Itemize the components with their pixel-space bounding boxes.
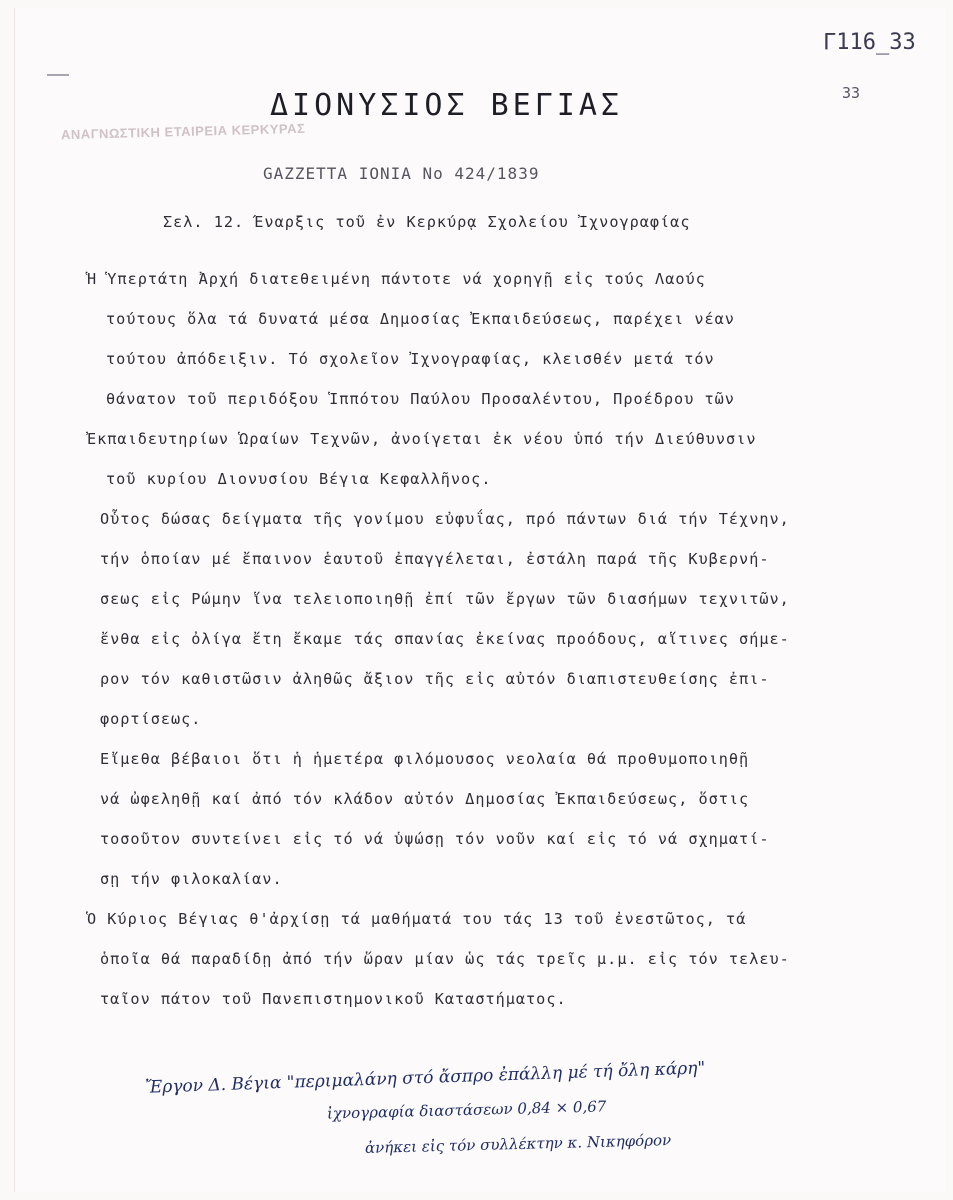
handwritten-line: ἀνήκει εἰς τόν συλλέκτην κ. Νικηφόρον [364, 1130, 672, 1158]
page-number: 33 [842, 84, 861, 102]
body-line: Οὗτος δώσας δείγματα τῆς γονίμου εὐφυΐας, πρό πάντων διά τήν Τέχνην, [100, 510, 790, 528]
body-line: τήν ὁποίαν μέ ἔπαινον ἑαυτοῦ ἐπαγγέλεται, ἐστάλη παρά τῆς Κυβερνή- [100, 550, 770, 568]
body-line: ταῖον πάτον τοῦ Πανεπιστημονικοῦ Καταστήματος. [100, 990, 567, 1008]
archive-reference-id: Γ116_33 [823, 30, 916, 55]
body-line: Εἴμεθα βέβαιοι ὅτι ἡ ἡμετέρα φιλόμουσος νεολαία θά προθυμοποιηθῇ [100, 750, 750, 768]
body-line: ὁποῖα θά παραδίδῃ ἀπό τήν ὥραν μίαν ὡς τάς τρεῖς μ.μ. εἰς τόν τελευ- [100, 950, 790, 968]
body-line: φορτίσεως. [100, 710, 202, 728]
body-line: νά ὠφεληθῇ καί ἀπό τόν κλάδον αὐτόν Δημοσίας Ἐκπαιδεύσεως, ὅστις [100, 790, 750, 808]
body-line: ρον τόν καθιστῶσιν ἀληθῶς ἄξιον τῆς εἰς αὐτόν διαπιστευθείσης ἐπι- [100, 670, 770, 688]
body-line: σῃ τήν φιλοκαλίαν. [100, 870, 283, 888]
body-line: σεως εἰς Ρώμην ἵνα τελειοποιηθῇ ἐπί τῶν ἔργων τῶν διασήμων τεχνιτῶν, [100, 590, 790, 608]
margin-dash-mark [47, 74, 69, 76]
source-citation: GAZZETTA IONIA No 424/1839 [263, 164, 540, 183]
body-line: ἔνθα εἰς ὀλίγα ἔτη ἔκαμε τάς σπανίας ἐκείνας προόδους, αἵτινες σήμε- [100, 630, 790, 648]
article-subheading: Σελ. 12. Έναρξις τοῦ ἐν Κερκύρᾳ Σχολείου Ἰχνογραφίας [163, 213, 691, 231]
body-line: Ἡ Ὑπερτάτη Ἀρχή διατεθειμένη πάντοτε νά χορηγῇ εἰς τούς Λαούς [87, 270, 706, 288]
faded-stamp: ΑΝΑΓΝΩΣΤΙΚΗ ΕΤΑΙΡΕΙΑ ΚΕΡΚΥΡΑΣ [60, 120, 306, 143]
body-line: τούτου ἀπόδειξιν. Τό σχολεῖον Ἰχνογραφίας, κλεισθέν μετά τόν [106, 350, 715, 368]
handwritten-line: Ἔργον Δ. Βέγια "περιμαλάνη στό ἄσπρο ἐπάλλη μέ τή ὄλη κάρη" [144, 1058, 706, 1098]
body-line: θάνατον τοῦ περιδόξου Ἱππότου Παύλου Προσαλέντου, Προέδρου τῶν [106, 390, 735, 408]
handwritten-line: ἰχνογραφία διαστάσεων 0,84 × 0,67 [326, 1097, 607, 1123]
body-line: Ἐκπαιδευτηρίων Ὡραίων Τεχνῶν, ἀνοίγεται ἐκ νέου ὑπό τήν Διεύθυνσιν [87, 430, 757, 448]
paper-sheet [14, 8, 945, 1192]
document-title: ΔΙΟΝΥΣΙΟΣ ΒΕΓΙΑΣ [270, 88, 623, 123]
body-line: Ὁ Κύριος Βέγιας θ'ἀρχίσῃ τά μαθήματά του τάς 13 τοῦ ἐνεστῶτος, τά [87, 910, 747, 928]
body-line: τοῦ κυρίου Διονυσίου Βέγια Κεφαλλῆνος. [106, 470, 492, 488]
body-line: τοσοῦτον συντείνει εἰς τό νά ὑψώσῃ τόν νοῦν καί εἰς τό νά σχηματί- [100, 830, 770, 848]
body-line: τούτους ὅλα τά δυνατά μέσα Δημοσίας Ἐκπαιδεύσεως, παρέχει νέαν [106, 310, 735, 328]
